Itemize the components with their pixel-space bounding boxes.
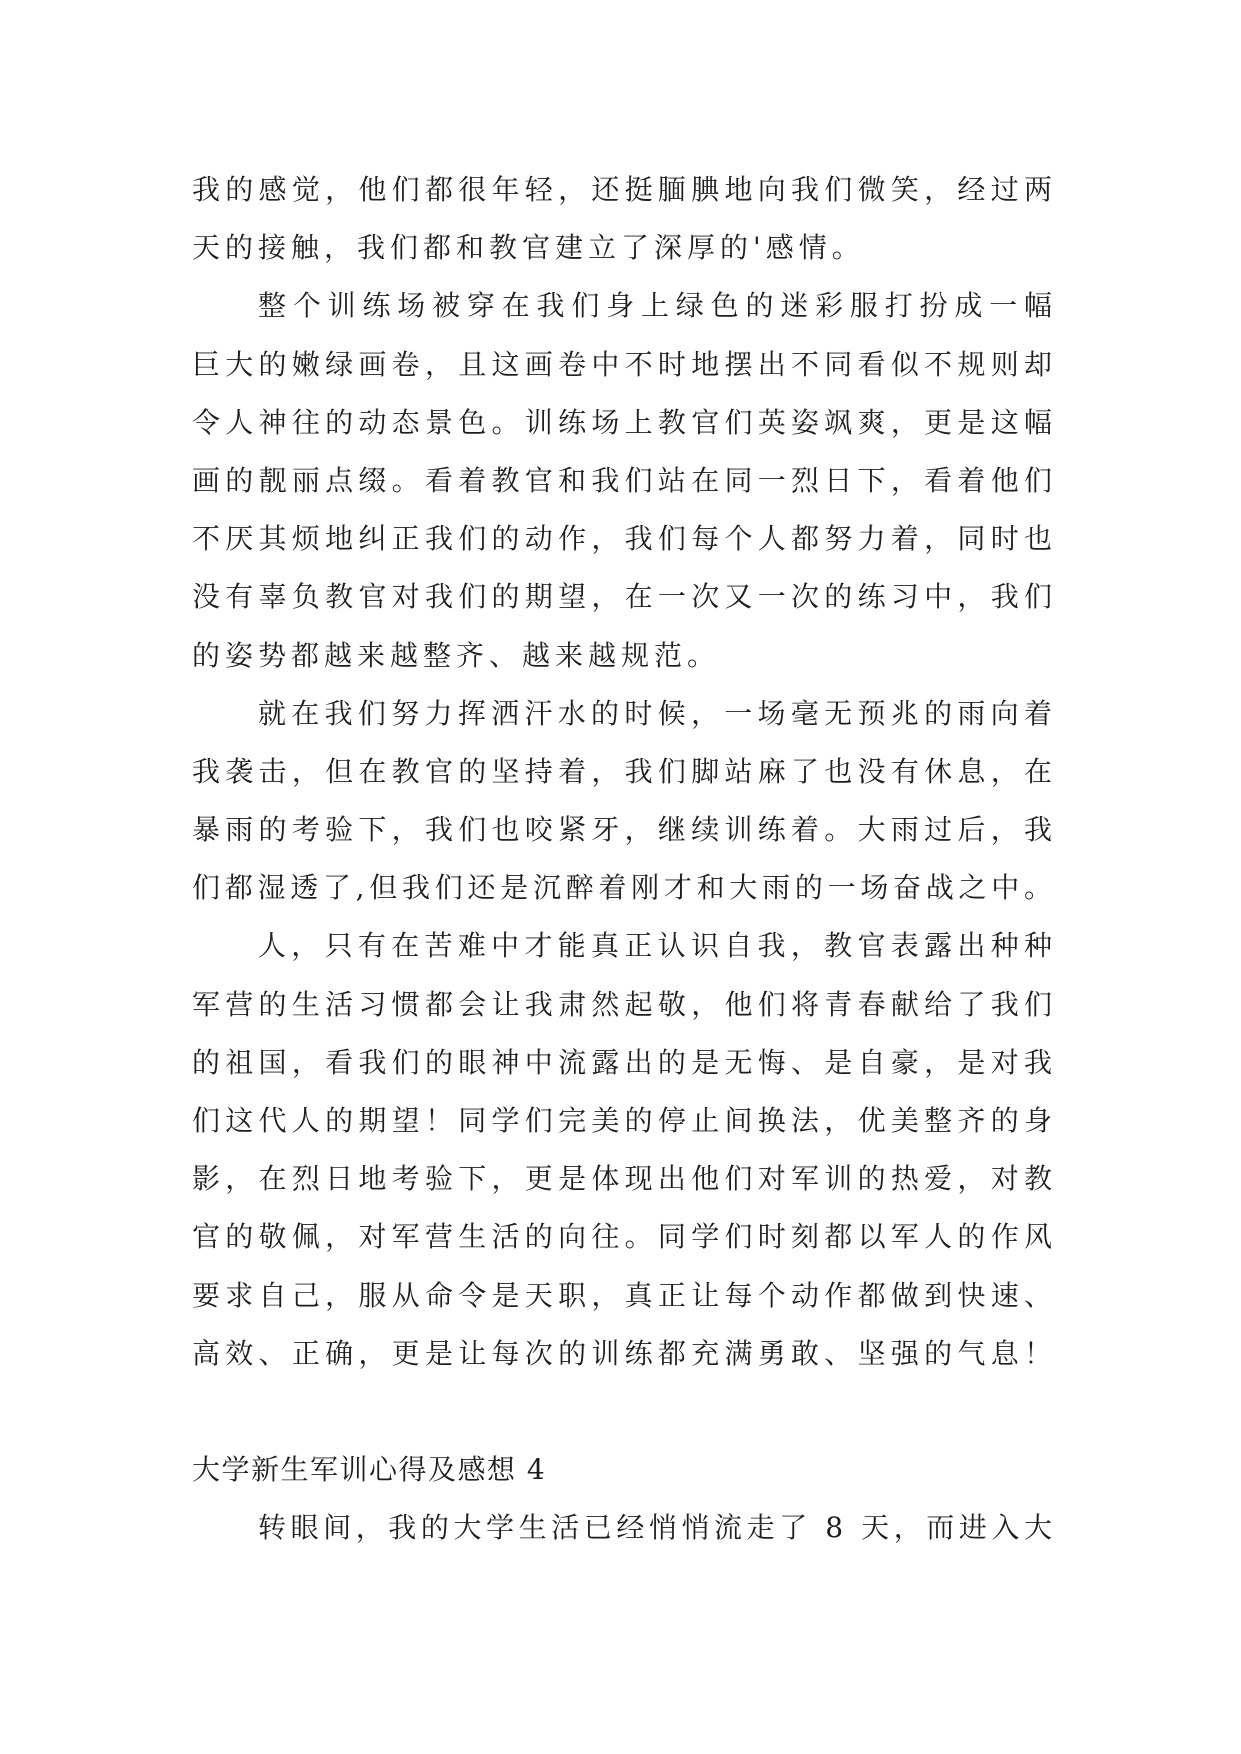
text-line <box>192 1034 1058 1092</box>
line-text: 天的接触，我们都和教官建立了深厚的'感情。 <box>192 231 865 265</box>
text-line <box>192 1325 1058 1383</box>
text-line <box>192 976 1058 1034</box>
text-line <box>192 277 1059 335</box>
document-body <box>192 161 1059 1558</box>
line-text: 令人神往的动态景色。训练场上教官们英姿飒爽，更是这幅 <box>192 405 1058 439</box>
text-line <box>192 743 1058 801</box>
text-line <box>192 161 1058 219</box>
line-text: 官的敬佩，对军营生活的向往。同学们时刻都以军人的作风 <box>192 1220 1058 1254</box>
paragraph <box>192 277 1059 684</box>
text-line <box>192 510 1058 568</box>
paragraph <box>192 161 1058 277</box>
text-line <box>192 1150 1058 1208</box>
blank-line <box>192 1383 1052 1441</box>
text-line <box>192 452 1058 510</box>
line-text: 画的靓丽点缀。看着教官和我们站在同一烈日下，看着他们 <box>192 463 1058 497</box>
paragraph <box>192 1499 1057 1557</box>
text-line <box>192 219 1052 277</box>
line-text: 暴雨的考验下，我们也咬紧牙，继续训练着。大雨过后，我 <box>192 813 1058 847</box>
text-line <box>192 336 1058 394</box>
text-line <box>192 568 1058 626</box>
text-line <box>192 627 1052 685</box>
line-text: 就在我们努力挥洒汗水的时候，一场毫无预兆的雨向着 <box>258 696 1058 730</box>
text-line <box>192 394 1058 452</box>
line-text: 人，只有在苦难中才能真正认识自我，教官表露出种种 <box>258 929 1058 963</box>
text-line <box>192 1499 1057 1557</box>
text-line <box>192 917 1058 975</box>
text-line <box>192 1092 1058 1150</box>
line-text: 我的感觉，他们都很年轻，还挺腼腆地向我们微笑，经过两 <box>192 173 1058 206</box>
text-line <box>192 685 1058 743</box>
line-text: 们这代人的期望！同学们完美的停止间换法，优美整齐的身 <box>192 1104 1058 1137</box>
line-text: 巨大的嫩绿画卷，且这画卷中不时地摆出不同看似不规则却 <box>192 347 1058 381</box>
line-text: 的祖国，看我们的眼神中流露出的是无悔、是自豪，是对我 <box>192 1045 1058 1079</box>
line-text: 没有辜负教官对我们的期望，在一次又一次的练习中，我们 <box>192 580 1058 614</box>
text-line <box>192 1208 1058 1266</box>
line-text: 我袭击，但在教官的坚持着，我们脚站麻了也没有休息，在 <box>192 754 1058 788</box>
line-text: 们都湿透了,但我们还是沉醉着刚才和大雨的一场奋战之中。 <box>192 871 1057 905</box>
line-text: 影，在烈日地考验下，更是体现出他们对军训的热爱，对教 <box>192 1162 1058 1196</box>
paragraph <box>192 685 1058 918</box>
text-line <box>192 859 1057 917</box>
text-line <box>192 801 1058 859</box>
line-text: 要求自己，服从命令是天职，真正让每个动作都做到快速、 <box>192 1278 1058 1312</box>
line-text: 的姿势都越来越整齐、越来越规范。 <box>192 638 721 672</box>
line-text: 高效、正确，更是让每次的训练都充满勇敢、坚强的气息！ <box>192 1336 1058 1370</box>
paragraph <box>192 917 1058 1383</box>
line-text: 转眼间，我的大学生活已经悄悄流走了 8 天，而进入大 <box>258 1511 1057 1545</box>
section-heading: 大学新生军训心得及感想 4 <box>192 1453 547 1487</box>
text-line <box>192 1267 1058 1325</box>
line-text: 军营的生活习惯都会让我肃然起敬，他们将青春献给了我们 <box>192 987 1058 1021</box>
line-text: 不厌其烦地纠正我们的动作，我们每个人都努力着，同时也 <box>192 522 1058 556</box>
line-text: 整个训练场被穿在我们身上绿色的迷彩服打扮成一幅 <box>258 289 1059 323</box>
